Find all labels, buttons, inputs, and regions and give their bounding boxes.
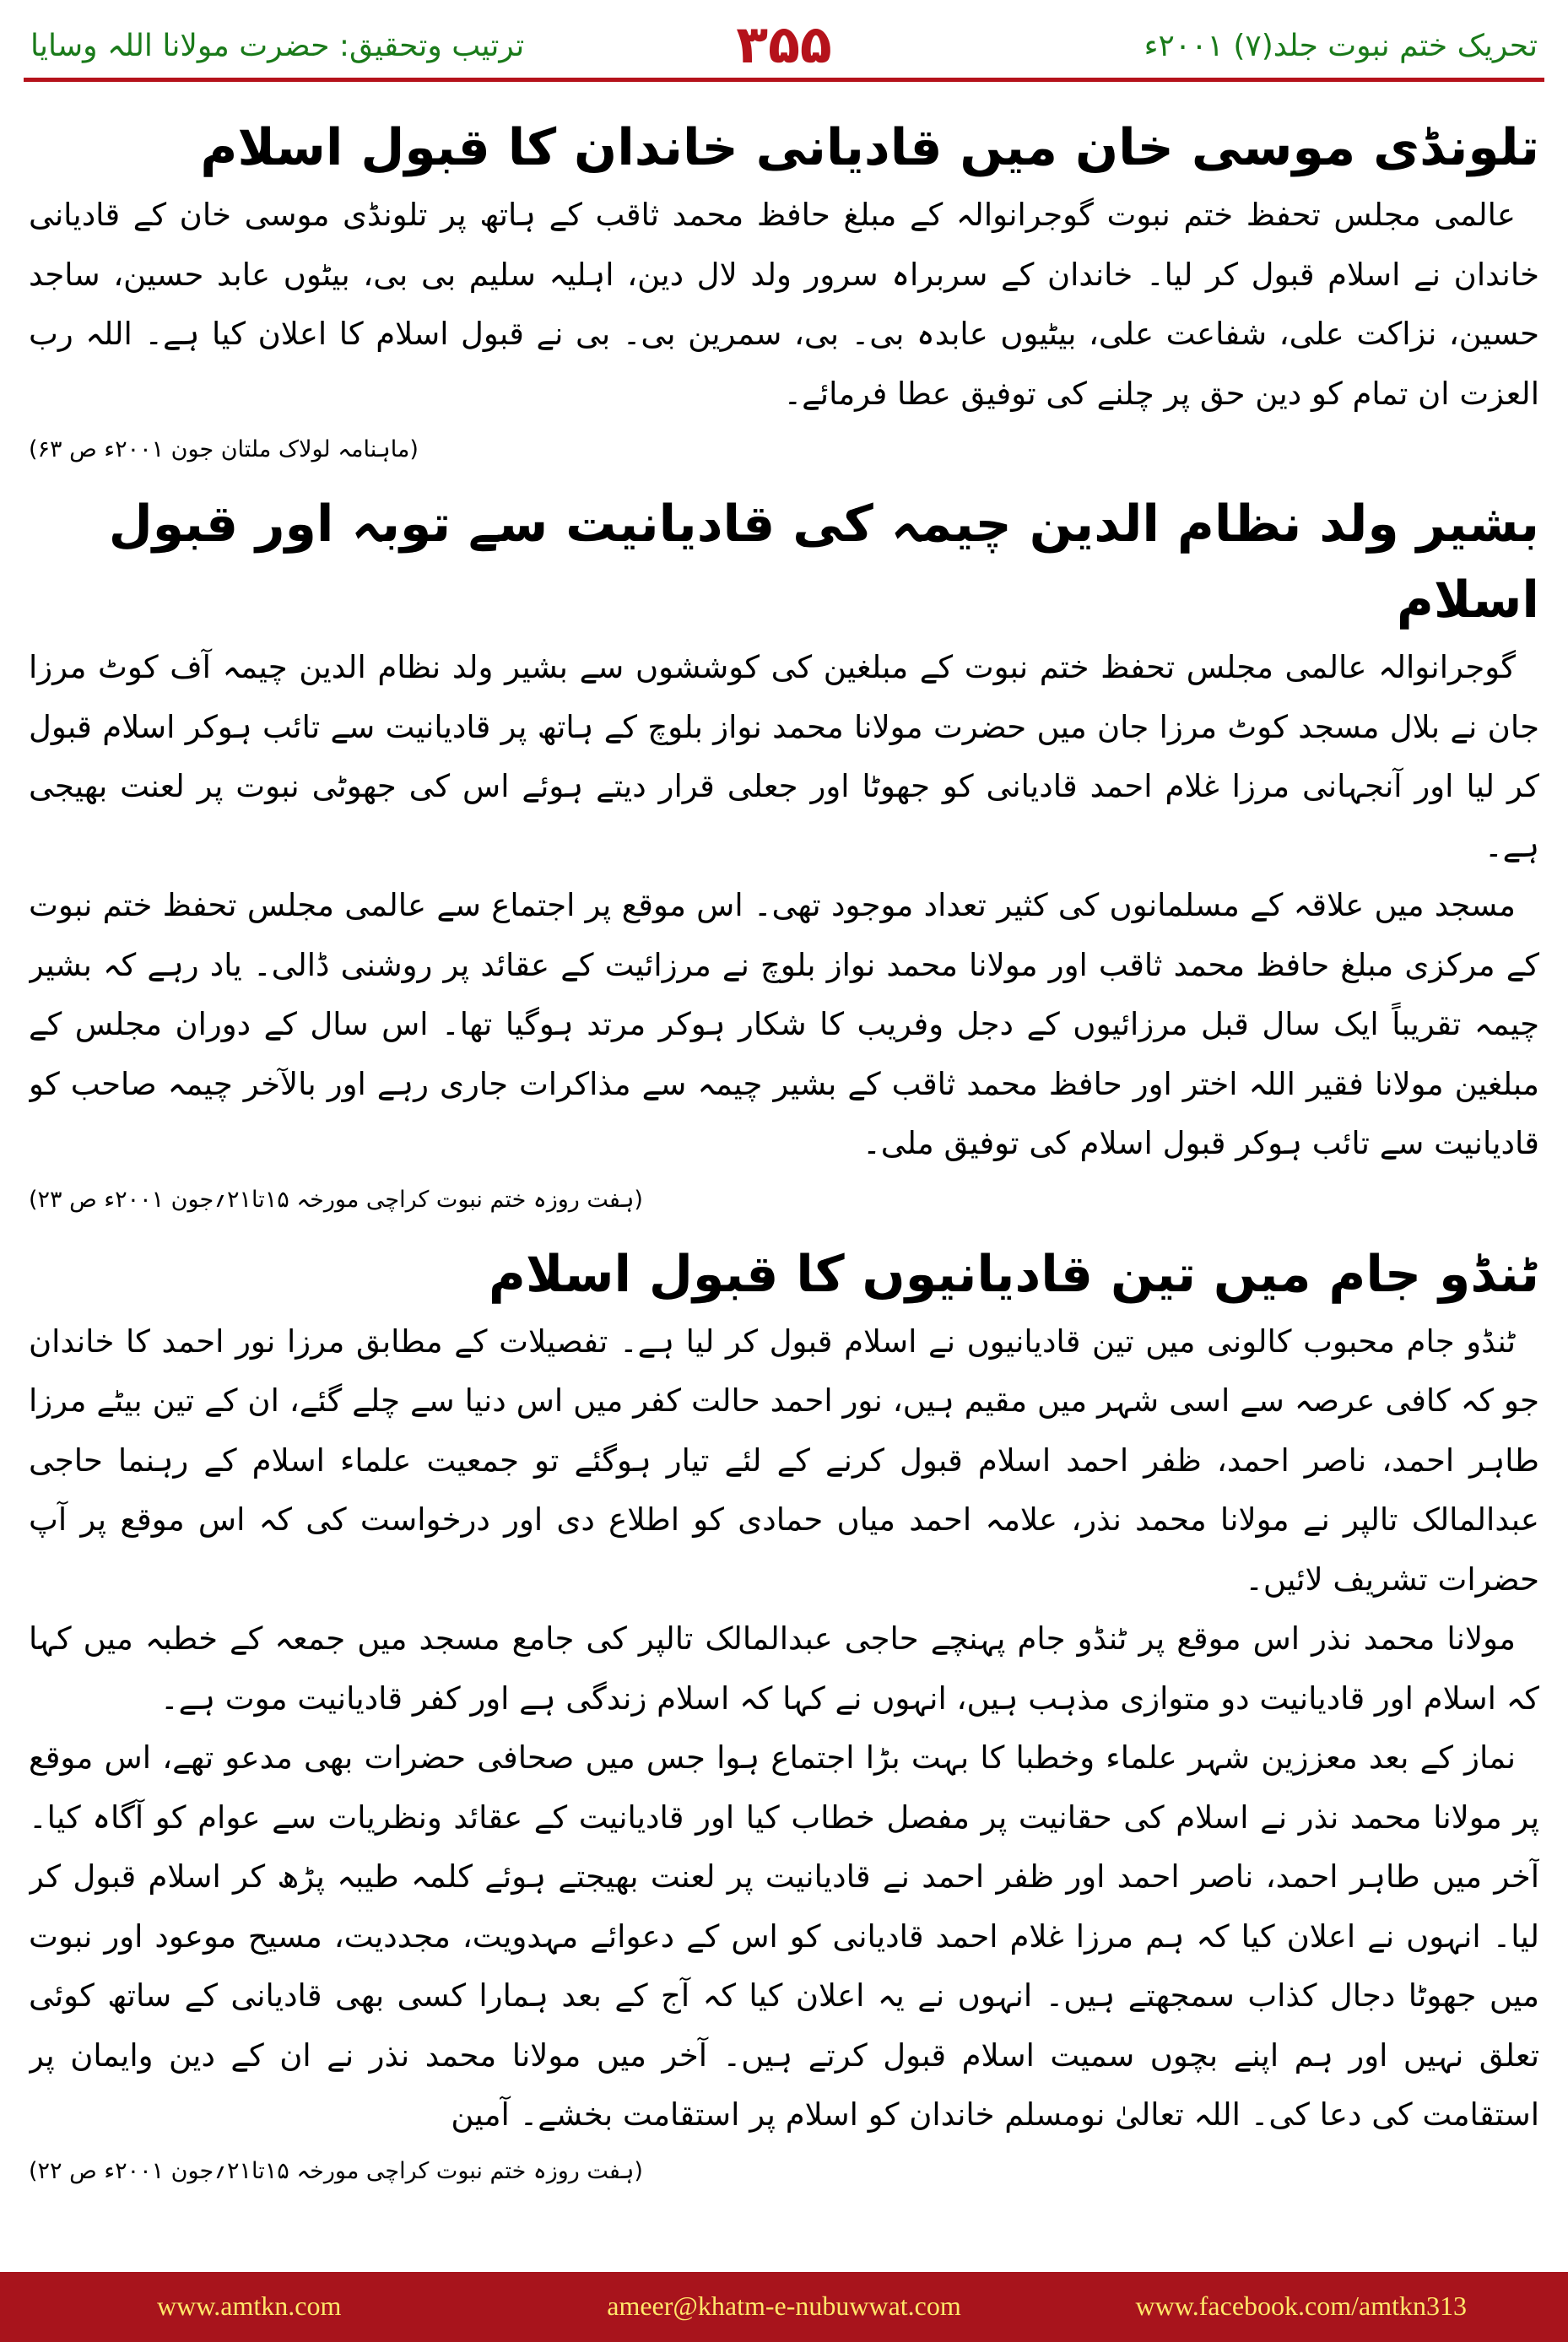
section-citation: (ہفت روزہ ختم نبوت کراچی مورخہ ۱۵تا۲۱؍جون ۲۰۰۱ء ص ۲۳) — [29, 1186, 643, 1213]
section-paragraph: مسجد میں علاقہ کے مسلمانوں کی کثیر تعداد موجود تھی۔ اس موقع پر اجتماع سے عالمی مجلس تحفظ ختم نبوت کے مرکزی مبلغ حافظ محمد ثاقب اور مولانا محمد نواز بلوچ نے مرزائیت کے عقائد پر روشنی ڈالی۔ یاد رہے کہ بشیر چیمہ تقریباً ایک سال قبل مرزائیوں کے دجل وفریب کا شکار ہوکر مرتد ہوگیا تھا۔ اس سال کے دوران مجلس کے مبلغین مولانا فقیر اللہ اختر اور حافظ محمد ثاقب کے بشیر چیمہ سے مذاکرات جاری رہے اور بالآخر چیمہ صاحب کو قادیانیت سے تائب ہوکر قبول اسلام کی توفیق ملی۔ — [29, 887, 1539, 1161]
header-compiler: ترتیب وتحقیق: حضرت مولانا اللہ وسایا — [30, 29, 525, 63]
section-paragraph: عالمی مجلس تحفظ ختم نبوت گوجرانوالہ کے مبلغ حافظ محمد ثاقب کے ہاتھ پر تلونڈی موسی خان کے قادیانی خاندان نے اسلام قبول کر لیا۔ خاندان کے سربراہ سرور ولد لال دین، اہلیہ سلیم بی بی، بیٹوں عابد حسین، ساجد حسین، نزاکت علی، شفاعت علی، بیٹیوں عابدہ بی۔ بی، سمرین بی۔ بی نے قبول اسلام کا اعلان کیا ہے۔ اللہ رب العزت ان تمام کو دین حق پر چلنے کی توفیق عطا فرمائے۔ — [29, 197, 1539, 412]
section-paragraph: گوجرانوالہ عالمی مجلس تحفظ ختم نبوت کے مبلغین کی کوششوں سے بشیر ولد نظام الدین چیمہ آف کوٹ مرزا جان نے بلال مسجد کوٹ مرزا جان میں حضرت مولانا محمد نواز بلوچ کے ہاتھ پر قادیانیت سے تائب ہوکر اسلام قبول کر لیا اور آنجہانی مرزا غلام احمد قادیانی کو جھوٹا اور جعلی قرار دیتے ہوئے اس کی جھوٹی نبوت پر لعنت بھیجی ہے۔ — [29, 649, 1539, 864]
section-paragraph: نماز کے بعد معززین شہر علماء وخطبا کا بہت بڑا اجتماع ہوا جس میں صحافی حضرات بھی مدعو تھے، اس موقع پر مولانا محمد نذر نے اسلام کی حقانیت پر مفصل خطاب کیا اور قادیانیت کے عقائد ونظریات سے عوام کو آگاہ کیا۔ آخر میں طاہر احمد، ناصر احمد اور ظفر احمد نے قادیانیت پر لعنت بھیجتے ہوئے کلمہ طیبہ پڑھ کر اسلام قبول کر لیا۔ انہوں نے اعلان کیا کہ ہم مرزا غلام احمد قادیانی کو اس کے دعوائے مہدویت، مجددیت، مسیح موعود اور نبوت میں جھوٹا دجال کذاب سمجھتے ہیں۔ انہوں نے یہ اعلان کیا کہ آج کے بعد ہمارا کسی بھی قادیانی کے ساتھ کوئی تعلق نہیں اور ہم اپنے بچوں سمیت اسلام قبول کرتے ہیں۔ آخر میں مولانا محمد نذر نے ان کے دین وایمان پر استقامت کی دعا کی۔ اللہ تعالیٰ نومسلم خاندان کو اسلام پر استقامت بخشے۔ آمین — [29, 1739, 1539, 2133]
section-paragraph: مولانا محمد نذر اس موقع پر ٹنڈو جام پہنچے حاجی عبدالمالک تالپر کی جامع مسجد میں جمعہ کے خطبہ میں کہا کہ اسلام اور قادیانیت دو متوازی مذہب ہیں، انہوں نے کہا کہ اسلام زندگی ہے اور کفر قادیانیت موت ہے۔ — [29, 1620, 1539, 1717]
section-citation: (ماہنامہ لولاک ملتان جون ۲۰۰۱ء ص ۶۳) — [29, 436, 419, 462]
footer-website-link[interactable]: www.amtkn.com — [157, 2291, 342, 2321]
footer-facebook-link[interactable]: www.facebook.com/amtkn313 — [1135, 2291, 1467, 2321]
header-book-title: تحریک ختم نبوت جلد(۷) ۲۰۰۱ء — [1144, 29, 1538, 63]
section-citation: (ہفت روزہ ختم نبوت کراچی مورخہ ۱۵تا۲۱؍جون ۲۰۰۱ء ص ۲۲) — [29, 2157, 643, 2184]
footer-email-link[interactable]: ameer@khatm-e-nubuwwat.com — [607, 2291, 961, 2321]
page-header — [0, 0, 1568, 78]
page-content — [29, 110, 1539, 2237]
section-paragraph: ٹنڈو جام محبوب کالونی میں تین قادیانیوں نے اسلام قبول کر لیا ہے۔ تفصیلات کے مطابق مرزا نور احمد کا خاندان جو کہ کافی عرصہ سے اسی شہر میں مقیم ہیں، نور احمد حالت کفر میں اس دنیا سے چلے گئے، ان کے تین بیٹے مرزا طاہر احمد، ناصر احمد، ظفر احمد اسلام قبول کرنے کے لئے تیار ہوگئے تو جمعیت علماء اسلام کے رہنما حاجی عبدالمالک تالپر نے مولانا محمد نذر، علامہ احمد میاں حمادی کو اطلاع دی اور درخواست کی کہ اس موقع پر آپ حضرات تشریف لائیں۔ — [29, 1322, 1539, 1598]
header-divider — [24, 78, 1544, 82]
section-title: ٹنڈو جام میں تین قادیانیوں کا قبول اسلام — [488, 1244, 1539, 1304]
section-title: بشیر ولد نظام الدین چیمہ کی قادیانیت سے توبہ اور قبول اسلام — [108, 495, 1539, 630]
page-number: ۳۵۵ — [736, 14, 832, 75]
page-footer — [0, 2272, 1568, 2342]
section-title: تلونڈی موسی خان میں قادیانی خاندان کا قبول اسلام — [200, 118, 1539, 177]
